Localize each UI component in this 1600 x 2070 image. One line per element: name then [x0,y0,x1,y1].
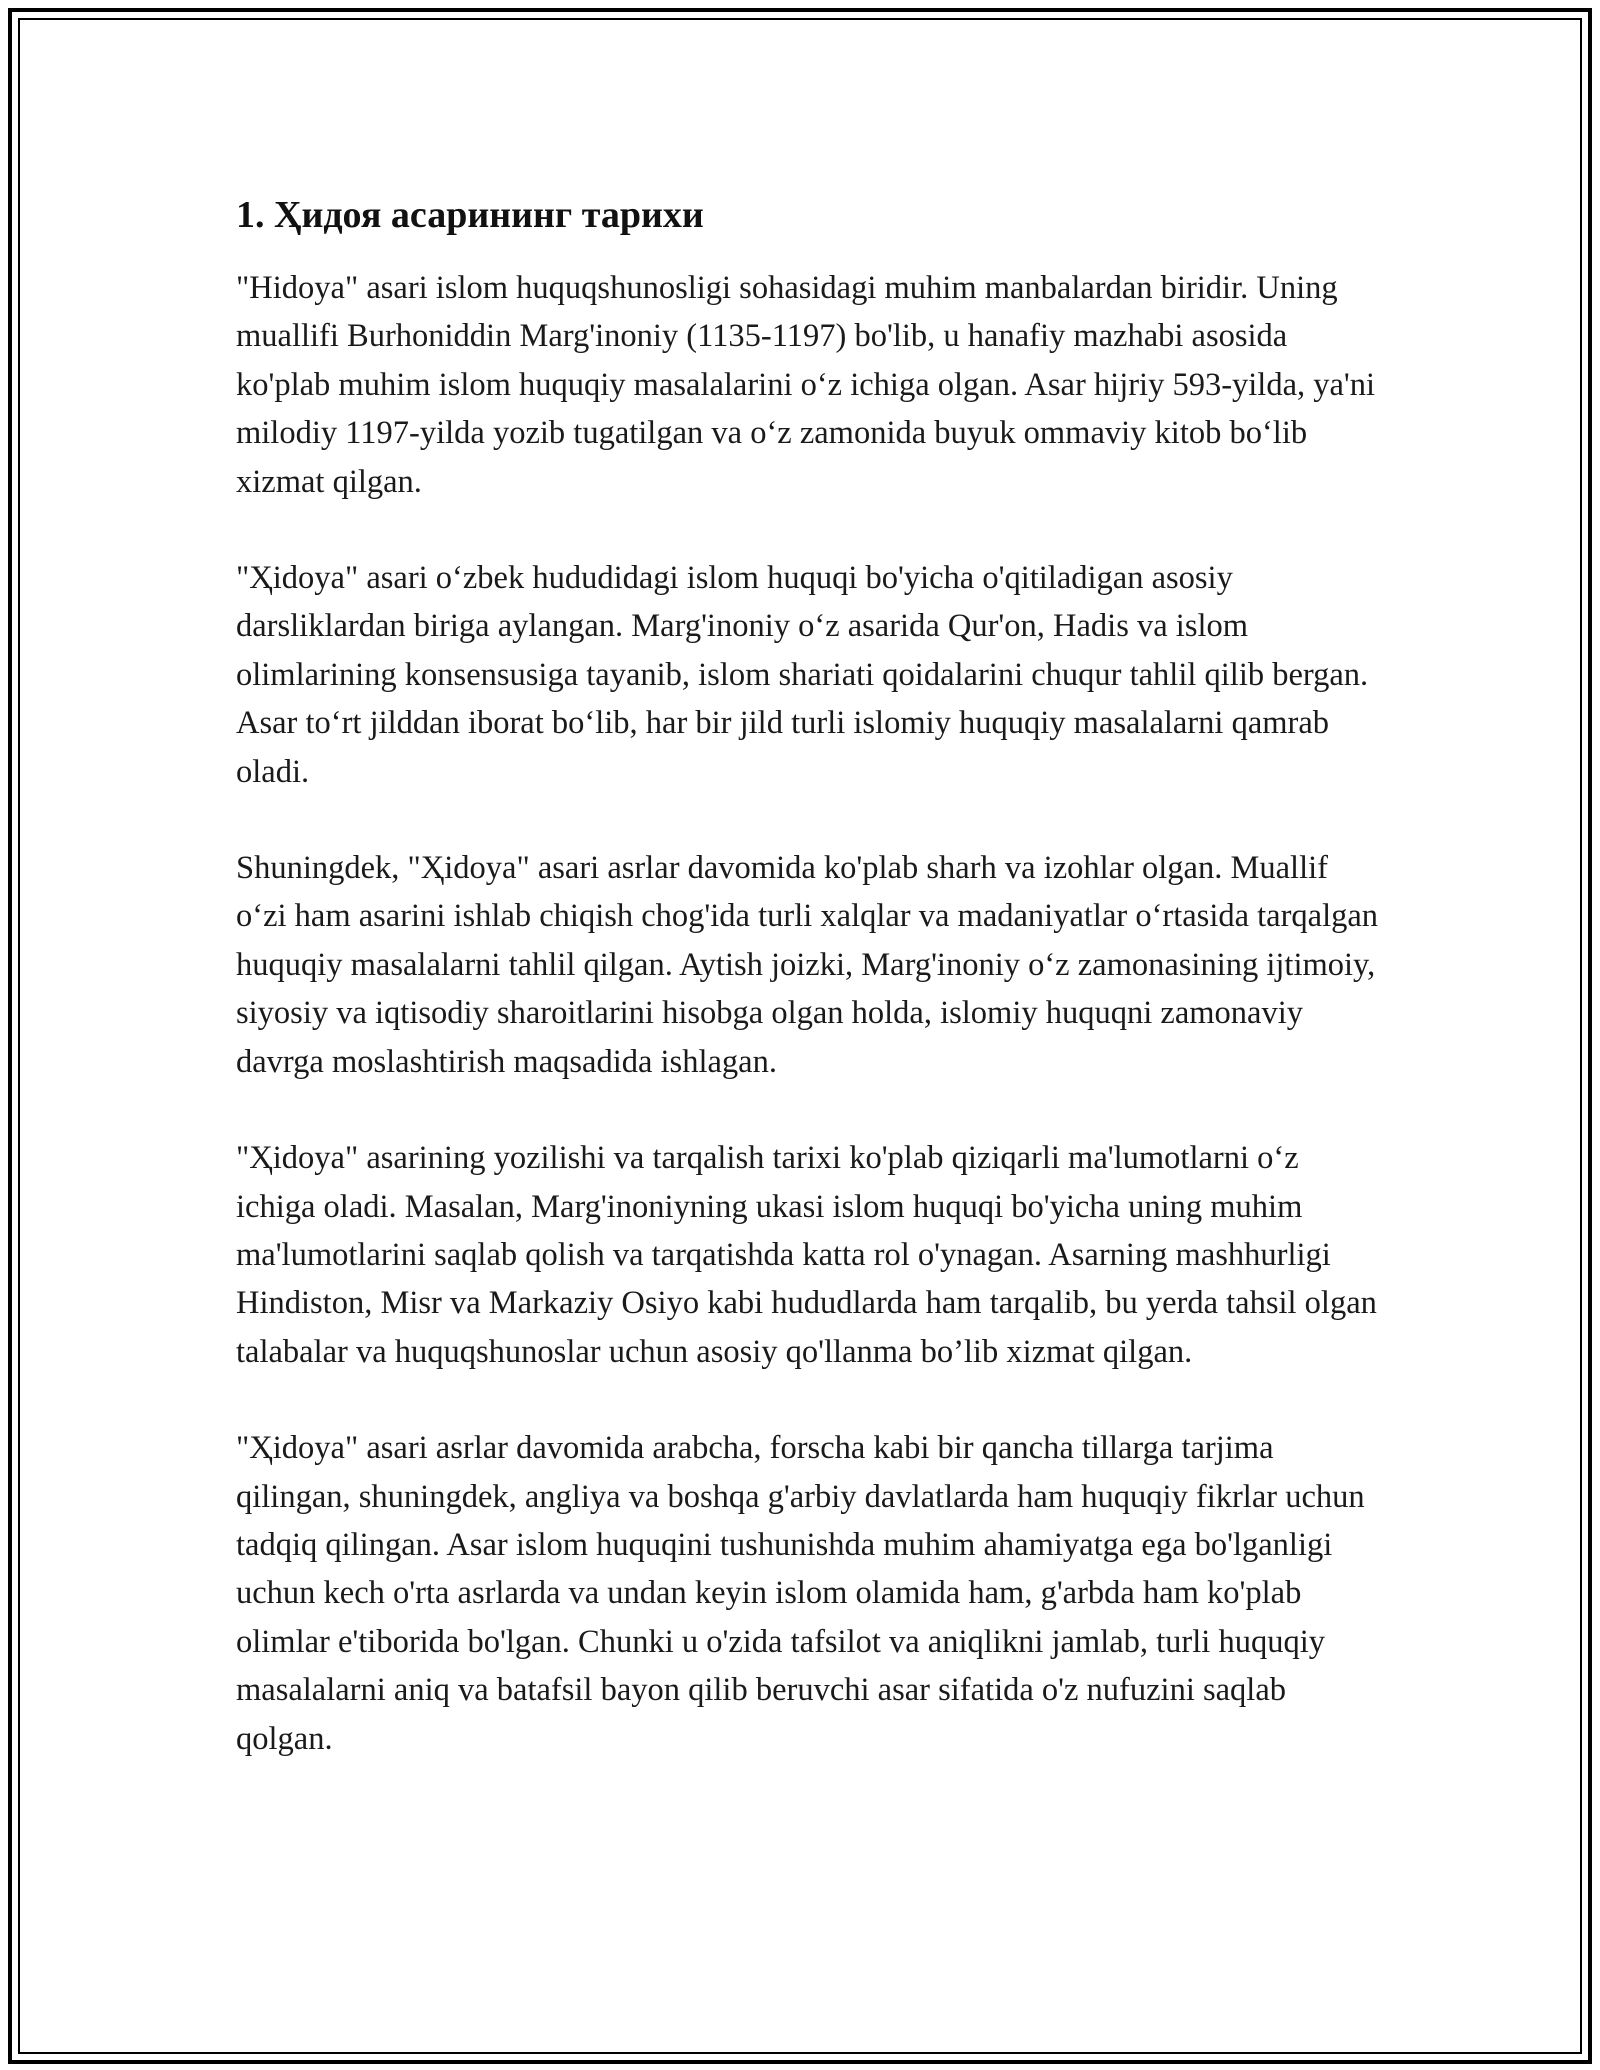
paragraph-3: Shuningdek, "Ҳidoya" asari asrlar davomida ko'plab sharh va izohlar olgan. Muallif oʻzi ham asarini ishlab chiqish chog'ida turli xalqlar va madaniyatlar oʻrtasida tarqalgan huquqiy masalalarni tahlil qilgan. Aytish joizki, Marg'inoniy oʻz zamonasining ijtimoiy, siyosiy va iqtisodiy sharoitlarini hisobga olgan holda, islomiy huquqni zamonaviy davrga moslashtirish maqsadida ishlagan. [236,850,1379,1080]
paragraph-5: "Ҳidoya" asari asrlar davomida arabcha, forscha kabi bir qancha tillarga tarjima qilingan, shuningdek, angliya va boshqa g'arbiy davlatlarda ham huquqiy fikrlar uchun tadqiq qilingan. Asar islom huquqini tushunishda muhim ahamiyatga ega bo'lganligi uchun kech o'rta asrlarda va undan keyin islom olamida ham, g'arbda ham ko'plab olimlar e'tiborida bo'lgan. Chunki u o'zida tafsilot va aniqlikni jamlab, turli huquqiy masalalarni aniq va batafsil bayon qilib beruvchi asar sifatida o'z nufuzini saqlab qolgan. [236,1430,1365,1757]
section-heading: 1. Ҳидоя асарининг тарихи [236,194,704,236]
paragraph-1: "Hidoya" asari islom huquqshunosligi sohasidagi muhim manbalardan biridir. Uning muallifi Burhoniddin Marg'inoniy (1135-1197) bo'lib, u hanafiy mazhabi asosida ko'plab muhim islom huquqiy masalalarini oʻz ichiga olgan. Asar hijriy 593-yilda, ya'ni milodiy 1197-yilda yozib tugatilgan va oʻz zamonida buyuk ommaviy kitob boʻlib xizmat qilgan. [236,270,1376,500]
document-body [236,186,1386,1811]
paragraph-2: "Ҳidoya" asari oʻzbek hududidagi islom huquqi bo'yicha o'qitiladigan asosiy darsliklardan biriga aylangan. Marg'inoniy oʻz asarida Qur'on, Hadis va islom olimlarining konsensusiga tayanib, islom shariati qoidalarini chuqur tahlil qilib bergan. Asar toʻrt jilddan iborat boʻlib, har bir jild turli islomiy huquqiy masalalarni qamrab oladi. [236,560,1369,790]
paragraph-4: "Ҳidoya" asarining yozilishi va tarqalish tarixi ko'plab qiziqarli ma'lumotlarni oʻz ichiga oladi. Masalan, Marg'inoniyning ukasi islom huquqi bo'yicha uning muhim ma'lumotlarini saqlab qolish va tarqatishda katta rol o'ynagan. Asarning mashhurligi Hindiston, Misr va Markaziy Osiyo kabi hududlarda ham tarqalib, bu yerda tahsil olgan talabalar va huquqshunoslar uchun asosiy qo'llanma bo’lib xizmat qilgan. [236,1140,1377,1370]
